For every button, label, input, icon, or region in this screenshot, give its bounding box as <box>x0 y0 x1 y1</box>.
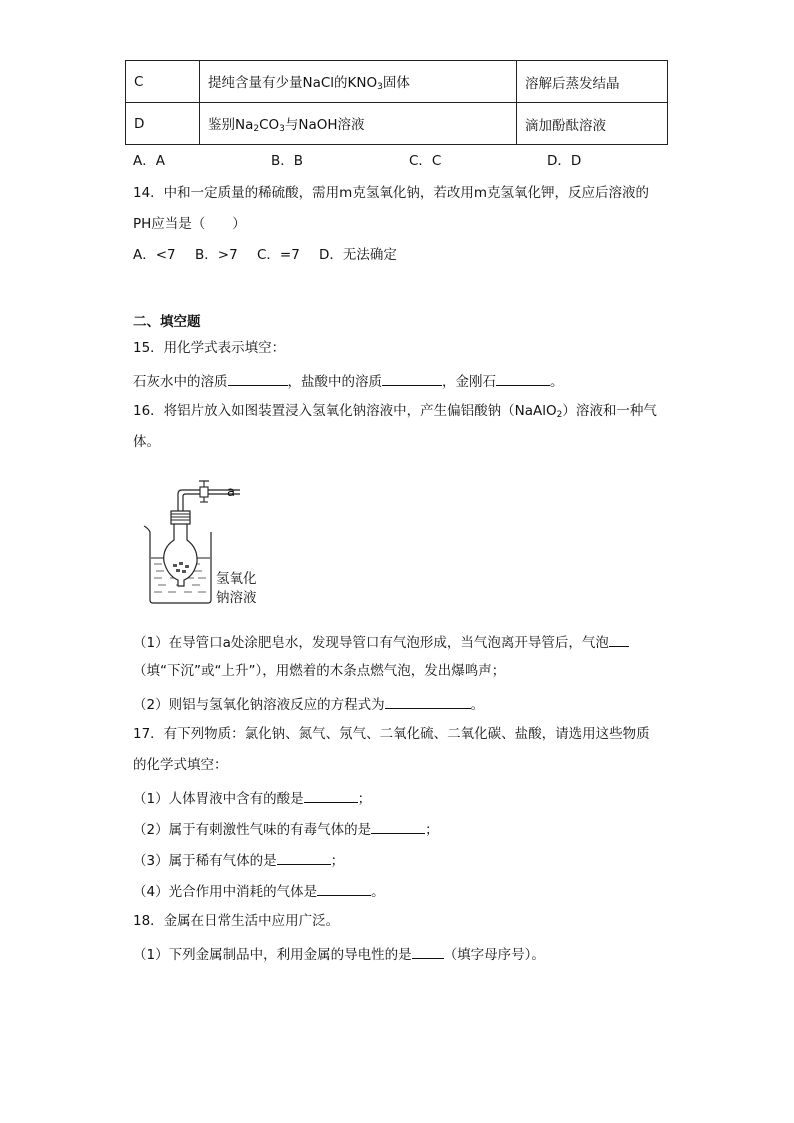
choice-b[interactable]: B．>7 <box>195 247 238 263</box>
q17-stem-cont: 的化学式填空： <box>133 757 228 773</box>
q17-stem: 17．有下列物质：氯化钠、氮气、氖气、二氧化硫、二氧化碳、盐酸，请选用这些物质 <box>133 726 650 742</box>
q17-sub1: （1）人体胃液中含有的酸是 ； <box>133 788 371 808</box>
q18-stem: 18．金属在日常生活中应用广泛。 <box>133 913 340 929</box>
choice-c[interactable]: C．C <box>409 153 442 169</box>
row-method: 滴加酚酞溶液 <box>517 103 668 145</box>
answer-blank[interactable] <box>304 788 358 803</box>
row-description: 鉴别$Na_2CO_3$与NaOH溶液 <box>200 103 517 145</box>
answer-blank[interactable] <box>228 371 288 386</box>
row-letter: D <box>126 103 200 145</box>
q17-sub3: （3）属于稀有气体的是 ； <box>133 850 344 870</box>
choice-a[interactable]: A．A <box>133 153 165 169</box>
choice-b[interactable]: B．B <box>271 153 304 169</box>
q16-sub1: （1）在导管口a处涂肥皂水，发现导管口有气泡形成，当气泡离开导管后，气泡 <box>133 632 629 652</box>
choice-d[interactable]: D．D <box>547 153 582 169</box>
q13-choices <box>133 152 581 170</box>
q17-sub2: （2）属于有刺激性气味的有毒气体的是 ； <box>133 819 439 839</box>
answer-blank[interactable] <box>382 371 442 386</box>
q16-stem-cont: 体。 <box>133 434 160 450</box>
solution-label-line1: 氢氧化 <box>216 571 257 587</box>
apparatus-drawing <box>140 478 280 608</box>
solution-label-line2: 钠溶液 <box>216 590 257 606</box>
table-row <box>126 103 668 145</box>
answer-blank[interactable] <box>277 850 331 865</box>
q15-blanks-line: 石灰水中的溶质 ，盐酸中的溶质 ，金刚石 。 <box>133 371 564 391</box>
q16-sub2: （2）则铝与氢氧化钠溶液反应的方程式为 。 <box>133 694 484 714</box>
row-description: 提纯含量有少量NaCl的$KNO_3$固体 <box>200 61 517 103</box>
q17-sub4: （4）光合作用中消耗的气体是 。 <box>133 881 385 901</box>
q15-stem: 15．用化学式表示填空： <box>133 340 286 356</box>
tube-label-a: a <box>227 485 235 500</box>
choice-d[interactable]: D．无法确定 <box>319 247 397 263</box>
q16-stem: 16．将铝片放入如图装置浸入氢氧化钠溶液中，产生偏铝酸钠（NaAlO$_2$）溶液和一种气 <box>133 403 657 420</box>
q14-stem-cont: PH应当是（ ） <box>133 216 246 232</box>
answer-blank[interactable] <box>412 944 444 959</box>
q14-choices <box>133 246 397 264</box>
q14-stem: 14．中和一定质量的稀硫酸，需用m克氢氧化钠，若改用m克氢氧化钾，反应后溶液的 <box>133 185 649 201</box>
answer-blank[interactable] <box>385 694 471 709</box>
options-table <box>125 60 668 145</box>
choice-a[interactable]: A．<7 <box>133 247 176 263</box>
q16-sub1-cont: （填“下沉”或“上升”），用燃着的木条点燃气泡，发出爆鸣声； <box>133 663 506 679</box>
row-method: 溶解后蒸发结晶 <box>517 61 668 103</box>
apparatus-figure <box>140 478 280 608</box>
answer-blank[interactable] <box>496 371 550 386</box>
answer-blank[interactable] <box>371 819 425 834</box>
choice-c[interactable]: C．=7 <box>257 247 300 263</box>
answer-blank[interactable] <box>317 881 371 896</box>
answer-blank[interactable] <box>609 632 629 647</box>
table-row <box>126 61 668 103</box>
q18-sub1: （1）下列金属制品中，利用金属的导电性的是 （填字母序号）。 <box>133 944 545 964</box>
section-title: 二、填空题 <box>133 314 201 330</box>
row-letter: C <box>126 61 200 103</box>
